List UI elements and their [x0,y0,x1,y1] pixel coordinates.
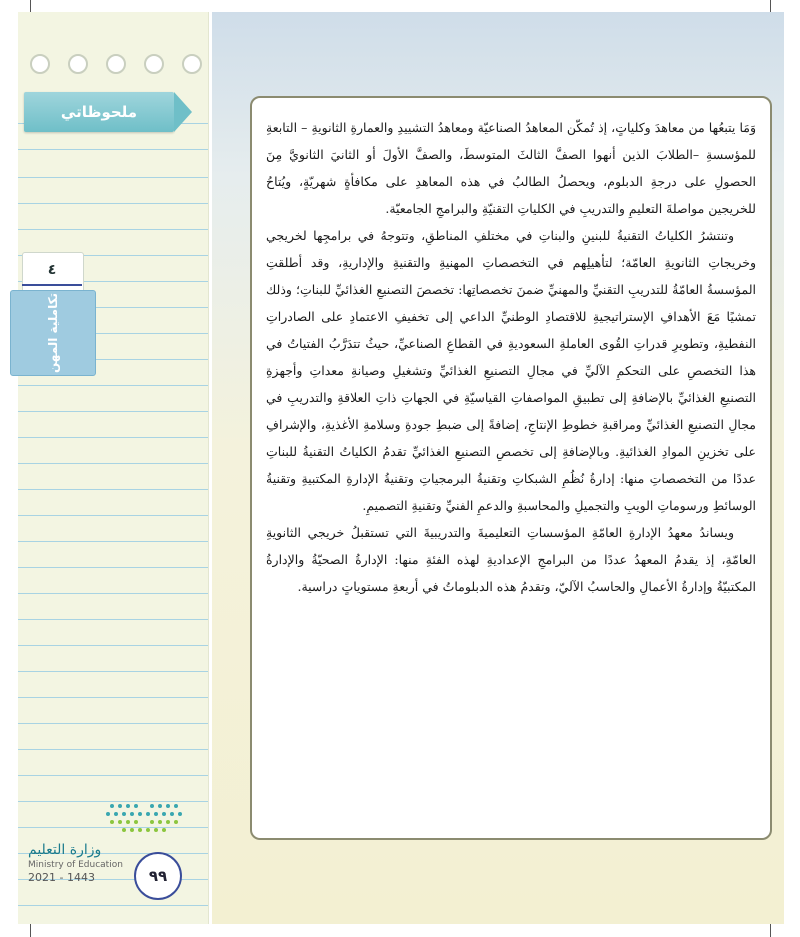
binder-hole [182,54,202,74]
paragraph: وَمَا يتبعُها من معاهدَ وكلياتٍ، إذ تُمكّن المعاهدُ الصناعيّة ومعاهدُ التشييدِ والعمارةِ الثانويةِ – التابعةِ للمؤسسةِ –الطلابَ الذين أنهوا الصفَّ الثالثَ المتوسطَ، والصفَّ الأولَ أو الثانيَ الثانويَّ مِنَ الحصولِ على درجةِ الدبلوم، ويحصلُ الطالبُ في هذه المعاهدِ على مكافأةٍ شهريّةٍ، ويُتاحُ للخريجين مواصلةَ التعليمِ والتدريبِ في الكلياتِ التقنيّةِ والبرامجِ الجامعيّة. [266,120,756,216]
ministry-name-en: Ministry of Education [28,860,123,870]
unit-number: ٤ [22,256,82,286]
ministry-logo-icon [104,800,184,836]
paragraph: وتنتشرُ الكلياتُ التقنيةُ للبنينِ والبناتِ في مختلفِ المناطقِ، وتتوجهُ في برامجِها لخريجي وخريجاتِ الثانويةِ العامّة؛ لتأهيلِهم في التخصصاتِ المهنيةِ والتقنيةِ والإداريةِ، وقد أطلقتِ المؤسسةُ العامّةُ للتدريبِ التقنيِّ والمهنيِّ ضمنَ تخصصاتِها: تخصصَ التصنيعِ الغذائيِّ للبناتِ؛ وذلك تمشيًا مَعَ الأهدافِ الإستراتيجيةِ للاقتصادِ الوطنيِّ الداعي إلى تخفيفِ الاعتمادِ على الصادراتِ النفطيةِ، وتطويرِ قدراتِ القُوى العاملةِ السعوديةِ في القطاعِ الصناعيِّ، حيثُ تتدَرَّبُ الفتياتُ في هذا التخصصِ على التحكمِ الآليِّ في مجالِ التصنيعِ الغذائيِّ وتشغيلِ وصيانةِ معداتِ وأجهزةِ التصنيعِ الغذائيِّ بالإضافةِ إلى تطبيقِ المواصفاتِ القياسيّةِ في الجهاتِ ذاتِ العلاقةِ والتدريبِ في مجالِ التصنيعِ الغذائيِّ ومراقبةِ خطوطِ الإنتاجِ، إضافةً إلى ضبطِ جودةِ وسلامةِ الأغذيةِ، والإشرافِ على تخزينِ الموادِ الغذائيةِ. وبالإضافةِ إلى تخصصِ التصنيعِ الغذائيِّ تقدمُ الكلياتُ التقنيةُ للبناتِ عددًا من التخصصاتِ منها: إدارةُ نُظُمِ الشبكاتِ وتقنيةُ البرمجياتِ وتقنيةُ الإدارةِ المكتبيةِ وتقنيةُ الوسائطِ ورسوماتِ الويبِ والتجميلِ والمحاسبةِ والدعمِ الفنيِّ وتقنيةِ التصميمِ. [266,228,756,513]
crop-mark [30,923,31,937]
binder-hole [68,54,88,74]
edition-year: 2021 - 1443 [28,871,95,884]
ministry-name-ar: وزارة التعليم [28,842,102,858]
text-box [250,96,772,840]
notes-sidebar [18,12,209,924]
binder-hole [106,54,126,74]
paragraph: ويساندُ معهدُ الإدارةِ العامّةِ المؤسساتِ التعليميةَ والتدريبيةَ التي تستقبلُ خريجي الثانويةِ العامّةِ، إذ يقدمُ المعهدُ عددًا من البرامجِ الإعداديةِ لهذه الفئةِ منها: الإدارةُ الصحيّةُ والإدارةُ المكتبيّةُ وإدارةُ الأعمالِ والحاسبُ الآليّ، وتقدمُ هذه الدبلوماتُ في أربعةِ مستوياتٍ دراسية. [266,525,756,594]
notes-heading-label: ملحوظاتي [60,103,138,121]
binder-holes [30,54,202,74]
binder-hole [144,54,164,74]
unit-title: تكاملية المهن [10,290,96,376]
notes-heading [24,92,174,132]
binder-hole [30,54,50,74]
crop-mark [770,923,771,937]
page-number: ٩٩ [134,852,182,900]
